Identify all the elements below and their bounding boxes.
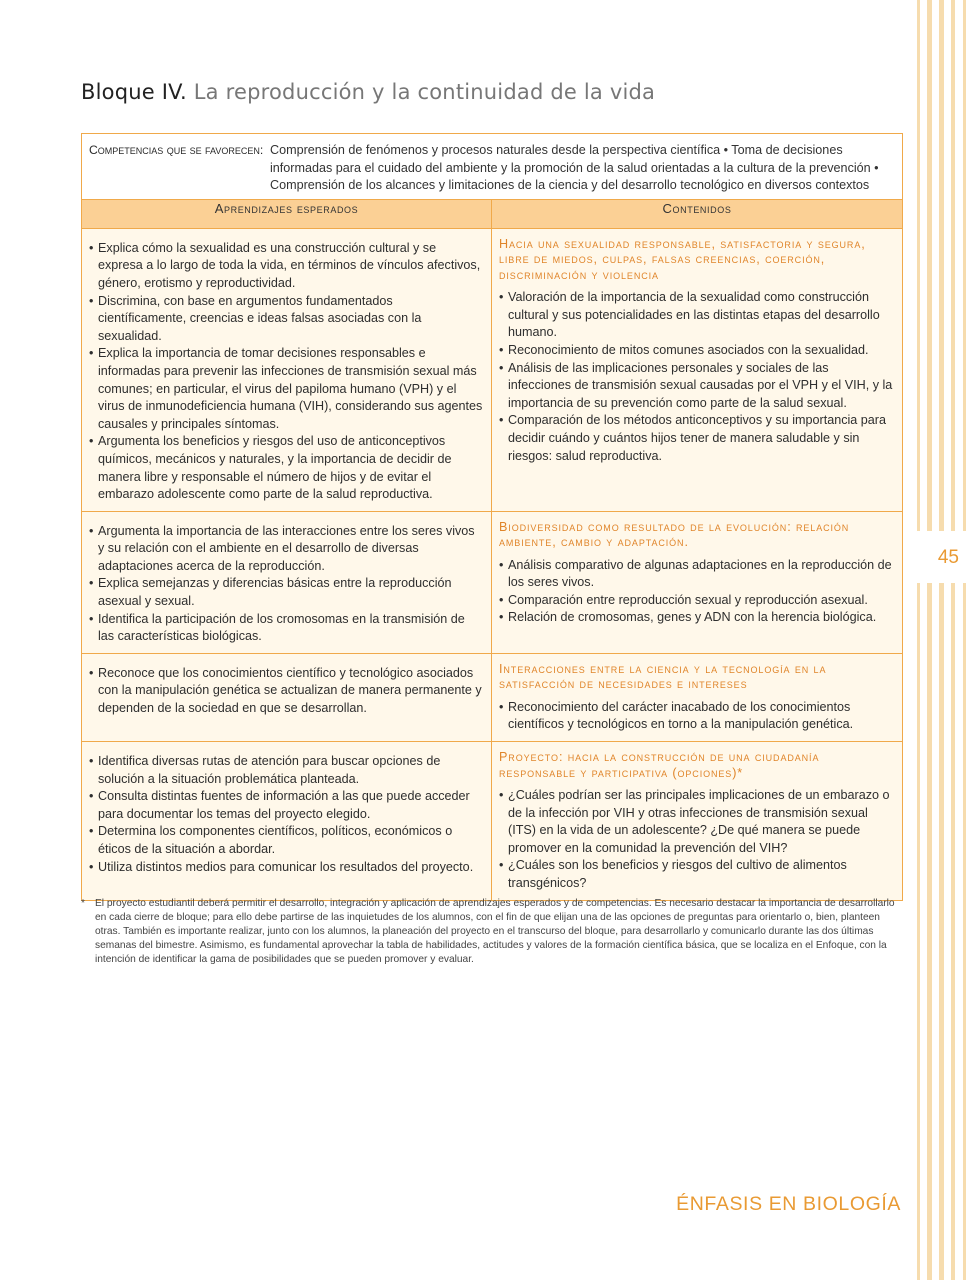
page-number: 45 bbox=[937, 547, 959, 568]
list-item: • Determina los componentes científicos, políticos, económicos o éticos de la situación a abordar. bbox=[89, 823, 483, 858]
aprendizajes-cell bbox=[82, 742, 492, 901]
list-item: • Identifica diversas rutas de atención para buscar opciones de solución a la situación problemática planteada. bbox=[89, 753, 483, 788]
footnote-text: El proyecto estudiantil deberá permitir el desarrollo, integración y aplicación de aprendizajes esperados y de competencias. Es necesario destacar la importancia de desarrollarlo en cada cierre de bloque; para ello debe partirse de las inquietudes de los alumnos, con el fin de que elijan una de las opciones de preguntas para orientarlo o, bien, planteen otras. También es importante realizar, junto con los alumnos, la planeación del proyecto en el transcurso del bloque, para desarrollarlo y comunicarlo durante las dos últimas semanas del bimestre. Asimismo, es fundamental aprovechar la tabla de habilidades, actitudes y valores de la formación científica básica, que se localiza en el Enfoque, con la intención de identificar la gama de posibilidades que se pueden promover y evaluar. bbox=[95, 898, 895, 966]
page-title bbox=[81, 80, 655, 104]
list-item: • Reconocimiento de mitos comunes asociados con la sexualidad. bbox=[499, 342, 894, 360]
list-item: • Explica semejanzas y diferencias básicas entre la reproducción asexual y sexual. bbox=[89, 575, 483, 610]
aprendizajes-cell bbox=[82, 653, 492, 741]
table-row bbox=[82, 653, 903, 741]
list-item: • Argumenta la importancia de las interacciones entre los seres vivos y su relación con el ambiente en el desarrollo de diversas adaptaciones acerca de la reproducción. bbox=[89, 523, 483, 576]
list-item: • Valoración de la importancia de la sexualidad como construcción cultural y sus potencialidades en las distintas etapas del desarrollo humano. bbox=[499, 289, 894, 342]
list-item: • Utiliza distintos medios para comunicar los resultados del proyecto. bbox=[89, 859, 483, 877]
contenidos-cell bbox=[492, 653, 903, 741]
decorative-side-stripes bbox=[910, 0, 972, 1280]
list-item: • Comparación de los métodos anticonceptivos y su importancia para decidir cuándo y cuántos hijos tener de manera saludable y sin riesgos: salud reproductiva. bbox=[499, 412, 894, 465]
list-item: • Análisis comparativo de algunas adaptaciones en la reproducción de los seres vivos. bbox=[499, 557, 894, 592]
column-header-contenidos: Contenidos bbox=[492, 199, 903, 228]
block-label: Bloque IV. bbox=[81, 80, 187, 104]
section-title: Proyecto: hacia la construcción de una ciudadanía responsable y participativa (opciones)* bbox=[499, 750, 820, 780]
list-item: • ¿Cuáles son los beneficios y riesgos del cultivo de alimentos transgénicos? bbox=[499, 857, 894, 892]
list-item: • Reconocimiento del carácter inacabado de los conocimientos científicos y tecnológicos en torno a la manipulación genética. bbox=[499, 699, 894, 734]
list-item: • Consulta distintas fuentes de información a las que puede acceder para documentar los temas del proyecto elegido. bbox=[89, 788, 483, 823]
footer-title: ÉNFASIS EN BIOLOGÍA bbox=[676, 1193, 901, 1215]
footnote-marker: * bbox=[81, 898, 85, 909]
table-row bbox=[82, 742, 903, 901]
table-row bbox=[82, 511, 903, 653]
contenidos-cell bbox=[492, 228, 903, 511]
competencias-text: Comprensión de fenómenos y procesos naturales desde la perspectiva científica • Toma de decisiones informadas para el cuidado del ambiente y la promoción de la salud orientadas a la cultura de la prevención • Comprensión de los alcances y limitaciones de la ciencia y del desarrollo tecnológico en diversos contextos bbox=[270, 143, 879, 193]
section-title: Interacciones entre la ciencia y la tecnología en la satisfacción de necesidades e intereses bbox=[499, 661, 827, 692]
block-title: La reproducción y la continuidad de la vida bbox=[193, 80, 656, 104]
list-item: • Reconoce que los conocimientos científico y tecnológico asociados con la manipulación genética se actualizan de manera permanente y dependen de la sociedad en que se desarrollan. bbox=[89, 665, 483, 718]
list-item: • Identifica la participación de los cromosomas en la transmisión de las características biológicas. bbox=[89, 611, 483, 646]
list-item: • Argumenta los beneficios y riesgos del uso de anticonceptivos químicos, mecánicos y naturales, y la importancia de decidir de manera libre y responsable el número de hijos y de evitar el embarazo adolescente como parte de la salud reproductiva. bbox=[89, 433, 483, 503]
list-item: • Explica cómo la sexualidad es una construcción cultural y se expresa a lo largo de toda la vida, en términos de vínculos afectivos, género, erotismo y reproductividad. bbox=[89, 240, 483, 293]
table-row bbox=[82, 228, 903, 511]
aprendizajes-cell bbox=[82, 511, 492, 653]
section-title: Biodiversidad como resultado de la evolución: relación ambiente, cambio y adaptación. bbox=[499, 519, 850, 550]
list-item: • Comparación entre reproducción sexual y reproducción asexual. bbox=[499, 592, 894, 610]
list-item: • ¿Cuáles podrían ser las principales implicaciones de un embarazo o de la infección por VIH y otras infecciones de transmisión sexual (ITS) en la vida de un adolescente? ¿De qué manera se puede promover en la comunidad la prevención del VIH? bbox=[499, 787, 894, 857]
contenidos-cell bbox=[492, 742, 903, 901]
list-item: • Relación de cromosomas, genes y ADN con la herencia biológica. bbox=[499, 609, 894, 627]
footnote bbox=[81, 897, 901, 967]
competencias-cell bbox=[82, 134, 903, 200]
list-item: • Discrimina, con base en argumentos fundamentados científicamente, creencias e ideas falsas asociadas con la sexualidad. bbox=[89, 293, 483, 346]
aprendizajes-cell bbox=[82, 228, 492, 511]
list-item: • Explica la importancia de tomar decisiones responsables e informadas para prevenir las infecciones de transmisión sexual más comunes; en particular, el virus del papiloma humano (VPH) y el virus de inmunodeficiencia humana (VIH), considerando sus agentes causales y principales síntomas. bbox=[89, 345, 483, 433]
list-item: • Análisis de las implicaciones personales y sociales de las infecciones de transmisión sexual causadas por el VPH y el VIH, y la importancia de su prevención como parte de la salud sexual. bbox=[499, 360, 894, 413]
content-table bbox=[81, 133, 903, 901]
section-title: Hacia una sexualidad responsable, satisfactoria y segura, libre de miedos, culpas, falsas creencias, coerción, discriminación y violencia bbox=[499, 236, 866, 282]
contenidos-cell bbox=[492, 511, 903, 653]
competencias-label: Competencias que se favorecen: bbox=[89, 143, 264, 157]
column-header-aprendizajes: Aprendizajes esperados bbox=[82, 199, 492, 228]
